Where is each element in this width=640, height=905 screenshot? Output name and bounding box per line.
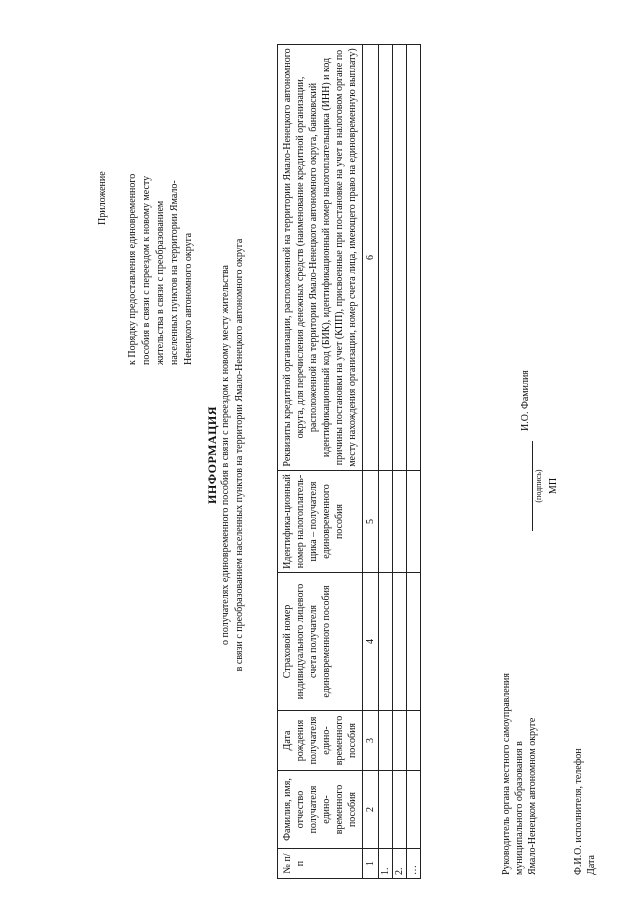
column-number: 1 bbox=[363, 849, 379, 879]
executor-block bbox=[572, 575, 598, 875]
table-cell bbox=[393, 573, 407, 711]
header-bank-details: Реквизиты кредитной организации, расположенной на территории Ямало-Ненецкого автономного округа, для перечисления денежных средств (наименование кредитной организации, расположенной на территории Ямало-Ненецкого автономного округа, банковский идентификационный код (БИК), идентификационный номер налогоплательщика (ИНН) и код причины постановки на учет (КПП), присвоенные при постановке на учет в налоговом органе по месту нахождения организации, номер счета лица, имеющего право на единовременную выплату) bbox=[278, 45, 363, 471]
table-cell bbox=[379, 471, 393, 573]
appendix-line: населенных пунктов на территории Ямало- bbox=[169, 180, 180, 365]
appendix-line: жительства в связи с преобразованием bbox=[155, 200, 166, 365]
signature-caption: (подпись) bbox=[534, 469, 543, 503]
head-title-line: Руководитель органа местного самоуправления bbox=[501, 673, 512, 875]
table-row bbox=[393, 45, 407, 879]
table-cell bbox=[393, 471, 407, 573]
column-number: 3 bbox=[363, 711, 379, 771]
table-cell bbox=[393, 711, 407, 771]
header-inn: Идентифика-ционный номер налогоплатель-щика – получателя единовременного пособия bbox=[278, 471, 363, 573]
executor-line: Ф.И.О. исполнителя, телефон bbox=[573, 748, 584, 875]
head-signature-block bbox=[500, 545, 539, 875]
appendix-block bbox=[96, 35, 196, 365]
document-title: ИНФОРМАЦИЯ bbox=[205, 406, 219, 504]
table-cell bbox=[407, 771, 421, 849]
header-full-name: Фамилия, имя, отчество получателя едино-временного пособия bbox=[278, 771, 363, 849]
appendix-line: к Порядку предоставления единовременного bbox=[127, 173, 138, 365]
table-cell bbox=[379, 711, 393, 771]
table-cell bbox=[407, 45, 421, 471]
column-number: 2 bbox=[363, 771, 379, 849]
recipients-table bbox=[277, 44, 421, 879]
date-line: Дата bbox=[586, 855, 597, 875]
appendix-line: пособия в связи с переездом к новому месту bbox=[141, 175, 152, 365]
table-row bbox=[407, 45, 421, 879]
row-number: 2. bbox=[393, 849, 407, 879]
table-cell bbox=[379, 45, 393, 471]
header-number: № п/п bbox=[278, 849, 363, 879]
table-cell bbox=[407, 471, 421, 573]
table-cell bbox=[407, 711, 421, 771]
appendix-line: Ненецкого автономного округа bbox=[183, 232, 194, 365]
table-cell bbox=[379, 771, 393, 849]
head-title-line: Ямало-Ненецком автономном округе bbox=[527, 717, 538, 875]
head-name: И.О. Фамилия bbox=[520, 370, 531, 431]
appendix-header: Приложение bbox=[97, 171, 108, 225]
stamp-placeholder: МП bbox=[548, 477, 559, 495]
header-snils: Страховой номер индивидуального лицевого счета получателя единовременного пособия bbox=[278, 573, 363, 711]
row-number: 1. bbox=[379, 849, 393, 879]
column-number: 4 bbox=[363, 573, 379, 711]
column-number: 5 bbox=[363, 471, 379, 573]
head-title-line: муниципального образования в bbox=[514, 741, 525, 875]
table-cell bbox=[379, 573, 393, 711]
signature-line bbox=[532, 441, 533, 531]
table-cell bbox=[407, 573, 421, 711]
table-row bbox=[379, 45, 393, 879]
table-cell bbox=[393, 771, 407, 849]
column-number: 6 bbox=[363, 45, 379, 471]
row-number: … bbox=[407, 849, 421, 879]
document-subtitle-2: в связи с преобразованием населенных пунктов на территории Ямало-Ненецкого автономного округа bbox=[234, 238, 245, 672]
table-header-row bbox=[278, 45, 363, 879]
title-block bbox=[205, 105, 247, 805]
document-subtitle: о получателях единовременного пособия в связи с переездом к новому месту жительства bbox=[220, 265, 231, 645]
header-birth-date: Дата рождения получателя едино-временного пособия bbox=[278, 711, 363, 771]
column-number-row bbox=[363, 45, 379, 879]
table-cell bbox=[393, 45, 407, 471]
